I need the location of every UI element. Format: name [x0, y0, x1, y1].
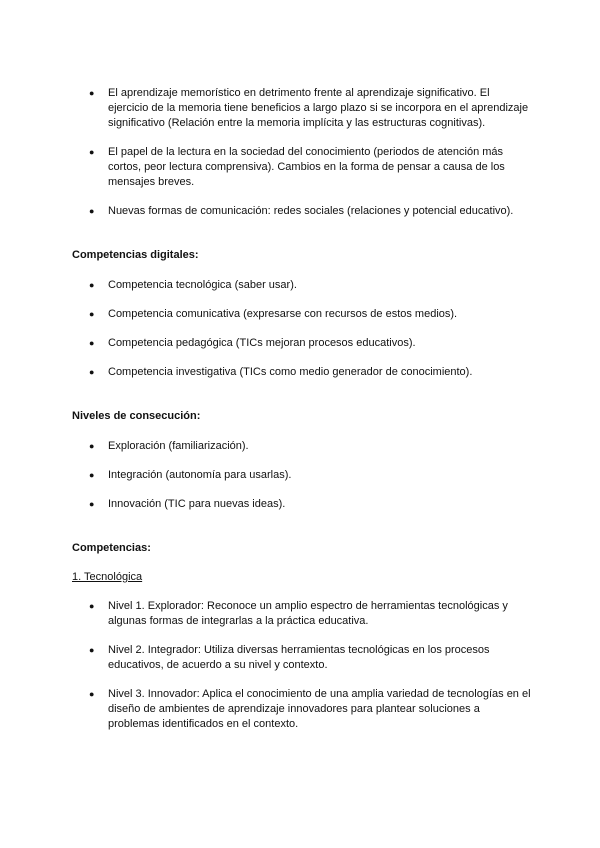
bullet-icon: ● [89, 441, 95, 451]
list-item-text: Exploración (familiarización). [108, 440, 249, 452]
competencias-heading: Competencias: [72, 542, 151, 554]
bullet-icon: ● [89, 645, 95, 655]
list-item [72, 278, 532, 293]
intro-list [72, 86, 532, 219]
bullet-icon: ● [89, 206, 95, 216]
list-item [72, 307, 532, 322]
list-item [72, 365, 532, 380]
list-item-text: Nivel 1. Explorador: Reconoce un amplio espectro de herramientas tecnológicas y algunas formas de integrarlas a la práctica educativa. [108, 600, 508, 627]
bullet-icon: ● [89, 338, 95, 348]
list-item-text: El papel de la lectura en la sociedad del conocimiento (periodos de atención más cortos, peor lectura comprensiva). Cambios en la forma de pensar a causa de los mensajes breves. [108, 146, 505, 188]
list-item-text: Competencia tecnológica (saber usar). [108, 279, 297, 291]
list-item [72, 439, 532, 454]
bullet-icon: ● [89, 367, 95, 377]
list-item-text: Nuevas formas de comunicación: redes sociales (relaciones y potencial educativo). [108, 205, 514, 217]
bullet-icon: ● [89, 88, 95, 98]
list-item [72, 599, 532, 629]
list-item-text: Integración (autonomía para usarlas). [108, 469, 292, 481]
bullet-icon: ● [89, 309, 95, 319]
bullet-icon: ● [89, 470, 95, 480]
list-item [72, 643, 532, 673]
document-content [72, 86, 532, 732]
bullet-icon: ● [89, 280, 95, 290]
competencias-digitales-heading: Competencias digitales: [72, 249, 199, 261]
niveles-list [72, 439, 532, 512]
list-item [72, 336, 532, 351]
list-item-text: Nivel 2. Integrador: Utiliza diversas herramientas tecnológicas en los procesos educativos, de acuerdo a su nivel y contexto. [108, 644, 490, 671]
bullet-icon: ● [89, 601, 95, 611]
bullet-icon: ● [89, 689, 95, 699]
list-item [72, 497, 532, 512]
niveles-heading: Niveles de consecución: [72, 410, 201, 422]
list-item [72, 204, 532, 219]
list-item-text: El aprendizaje memorístico en detrimento frente al aprendizaje significativo. El ejercicio de la memoria tiene beneficios a largo plazo si se incorpora en el aprendizaje significativo (Relación entre la memoria implícita y las estructuras cognitivas). [108, 87, 529, 129]
list-item [72, 468, 532, 483]
list-item [72, 145, 532, 190]
list-item [72, 86, 532, 131]
list-item [72, 687, 532, 732]
tecnologica-subheading: 1. Tecnológica [72, 571, 143, 583]
list-item-text: Competencia investigativa (TICs como medio generador de conocimiento). [108, 366, 473, 378]
list-item-text: Nivel 3. Innovador: Aplica el conocimiento de una amplia variedad de tecnologías en el diseño de ambientes de aprendizaje innovadores para plantear soluciones a problemas identificados en el contexto. [108, 688, 531, 730]
bullet-icon: ● [89, 147, 95, 157]
list-item-text: Competencia pedagógica (TICs mejoran procesos educativos). [108, 337, 416, 349]
bullet-icon: ● [89, 499, 95, 509]
competencias-list [72, 599, 532, 732]
competencias-digitales-list [72, 278, 532, 380]
list-item-text: Competencia comunicativa (expresarse con recursos de estos medios). [108, 308, 458, 320]
list-item-text: Innovación (TIC para nuevas ideas). [108, 498, 286, 510]
